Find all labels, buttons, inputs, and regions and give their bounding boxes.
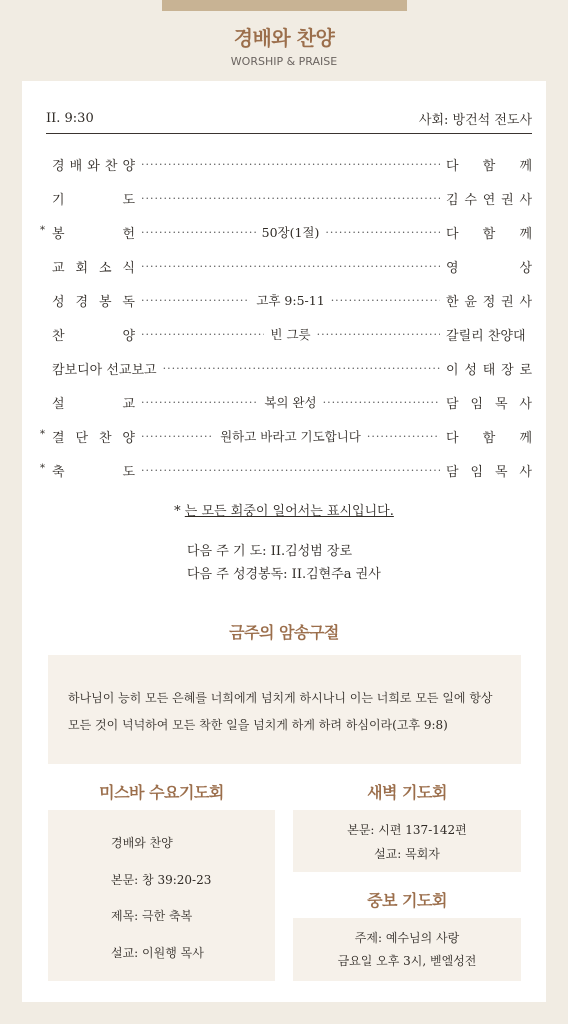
service-item-detail: 복의 완성 [264,395,317,410]
service-row [52,255,532,277]
wednesday-line-2: 본문: 창 39:20-23 [111,873,212,887]
dot-leader [141,226,256,239]
service-item-person: 영 상 [446,260,532,276]
service-row [40,221,533,243]
service-item-label: 교 회 소 식 [52,260,135,276]
intercession-box [293,918,521,981]
dot-leader [323,396,440,409]
dot-leader [331,294,440,307]
standing-star: * [40,225,45,236]
service-leader: 사회: 방건석 전도사 [418,113,532,128]
memory-verse-text [68,685,508,739]
service-item-label: 봉 헌 [52,226,135,242]
service-item-label: 설 교 [52,396,135,412]
dot-leader [141,396,258,409]
service-item-label: 찬 양 [52,328,135,344]
wednesday-line-1: 경배와 찬양 [111,836,173,850]
service-row [52,391,532,413]
next-week-prayer: 다음 주 기 도: II.김성범 장로 [187,544,353,559]
intercession-line-1: 주제: 예수님의 사랑 [354,931,460,945]
dot-leader [141,192,440,205]
service-row [52,357,532,379]
service-item-person: 담 임 목 사 [446,464,532,480]
service-row [40,459,532,481]
service-item-detail: 50장(1절) [261,225,320,240]
service-item-person: 김 수 연 권 사 [446,192,532,208]
next-week-reading: 다음 주 성경봉독: II.김현주a 권사 [187,567,381,582]
wednesday-title: 미스바 수요기도회 [99,783,224,802]
service-row [40,425,532,447]
service-item-person: 갈릴리 찬양대 [446,328,526,344]
service-item-label: 기 도 [52,192,135,208]
standing-star: * [40,463,45,474]
dot-leader [141,158,440,171]
note-star: * [174,504,181,519]
service-item-detail: 빈 그릇 [270,327,311,342]
dot-leader [141,464,440,477]
service-row [52,323,532,345]
intercession-title: 중보 기도회 [367,891,447,910]
service-row [52,187,532,209]
dot-leader [317,328,440,341]
standing-star: * [40,429,45,440]
wednesday-line-4: 설교: 이원행 목사 [111,946,204,960]
service-row [52,289,532,311]
service-item-label: 결 단 찬 양 [52,430,135,446]
dot-leader [325,226,440,239]
note-text: 는 모든 회중이 일어서는 표시입니다. [184,504,394,519]
memory-verse-title: 금주의 암송구절 [229,623,339,642]
dawn-box [293,810,521,872]
dot-leader [141,430,214,443]
service-item-label: 캄보디아 선교보고 [52,362,157,378]
service-item-label: 성 경 봉 독 [52,294,135,310]
intercession-line-2: 금요일 오후 3시, 벧엘성전 [337,954,477,968]
dot-leader [367,430,440,443]
service-item-person: 한 윤 정 권 사 [446,294,532,310]
wednesday-line-3: 제목: 극한 축복 [111,909,193,923]
service-item-person: 담 임 목 사 [446,396,532,412]
service-time: II. 9:30 [46,111,94,126]
service-row [52,153,532,175]
dawn-title: 새벽 기도회 [367,783,447,802]
service-item-person: 다 함 께 [446,226,533,242]
standing-note [0,500,568,519]
dot-leader [141,260,440,273]
verse-line-1: 하나님이 능히 모든 은혜를 너희에게 넘치게 하시나니 이는 너희로 모든 일에 항상 [68,691,493,705]
dawn-line-1: 본문: 시편 137-142편 [347,823,467,837]
service-item-detail: 원하고 바라고 기도합니다 [220,429,361,444]
verse-line-2: 모든 것이 넉넉하여 모든 착한 일을 넘치게 하게 하려 하심이라(고후 9:8) [68,718,448,732]
dot-leader [141,328,264,341]
service-item-person: 이 성 태 장 로 [446,362,532,378]
service-item-label: 축 도 [52,464,135,480]
service-item-person: 다 함 께 [446,158,532,174]
dawn-line-2: 설교: 목회자 [374,847,440,861]
page-title: 경배와 찬양 [233,26,335,50]
service-item-detail: 고후 9:5-11 [256,293,325,308]
header-divider [46,133,532,134]
dot-leader [141,294,250,307]
dot-leader [163,362,440,375]
top-accent-bar [162,0,407,11]
page-subtitle: WORSHIP & PRAISE [230,55,338,68]
service-item-label: 경 배 와 찬 양 [52,158,135,174]
service-item-person: 다 함 께 [446,430,532,446]
